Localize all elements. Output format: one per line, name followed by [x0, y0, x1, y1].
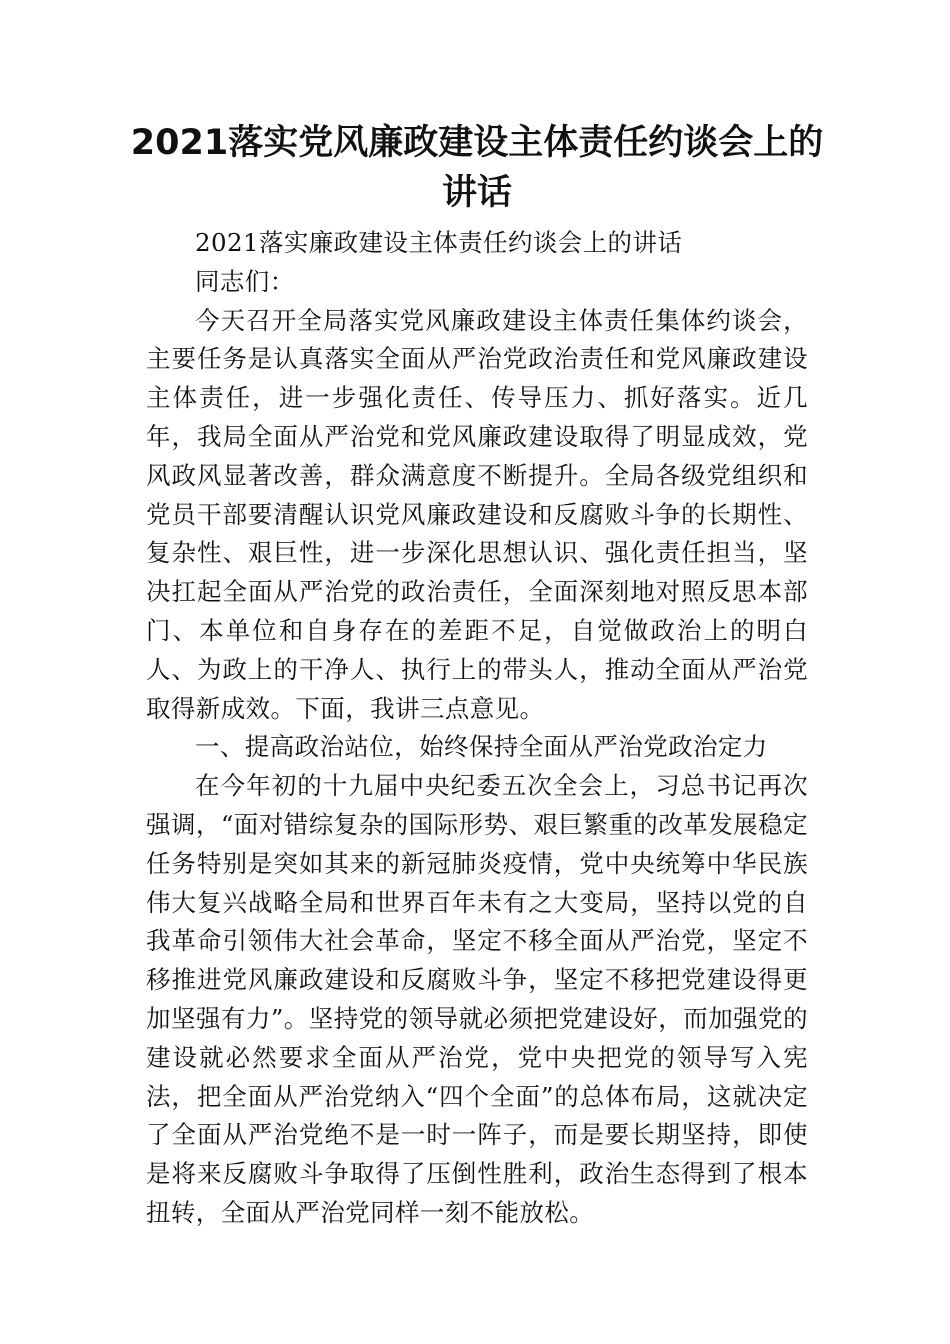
- document-content: [130, 118, 824, 1233]
- document-title: 2021落实党风廉政建设主体责任约谈会上的讲话: [130, 123, 824, 213]
- greeting: 同志们：: [195, 266, 295, 296]
- document-subtitle: 2021落实廉政建设主体责任约谈会上的讲话: [195, 228, 683, 257]
- paragraph-intro: 今天召开全局落实党风廉政建设主体责任集体约谈会，主要任务是认真落实全面从严治党政治责任和党风廉政建设主体责任，进一步强化责任、传导压力、抓好落实。近几年，我局全面从严治党和党风廉政建设取得了明显成效，党风政风显著改善，群众满意度不断提升。全局各级党组织和党员干部要清醒认识党风廉政建设和反腐败斗争的长期性、复杂性、艰巨性，进一步深化思想认识、强化责任担当，坚决扛起全面从严治党的政治责任，全面深刻地对照反思本部门、本单位和自身存在的差距不足，自觉做政治上的明白人、为政上的干净人、执行上的带头人，推动全面从严治党取得新成效。下面，我讲三点意见。: [146, 305, 808, 723]
- paragraph-section-1: 在今年初的十九届中央纪委五次全会上，习总书记再次强调，“面对错综复杂的国际形势、艰巨繁重的改革发展稳定任务特别是突如其来的新冠肺炎疫情，党中央统筹中华民族伟大复兴战略全局和世界百年未有之大变局，坚持以党的自我革命引领伟大社会革命，坚定不移全面从严治党，坚定不移推进党风廉政建设和反腐败斗争，坚定不移把党建设得更加坚强有力”。坚持党的领导就必须把党建设好，而加强党的建设就必然要求全面从严治党，党中央把党的领导写入宪法，把全面从严治党纳入“四个全面”的总体布局，这就决定了全面从严治党绝不是一时一阵子，而是要长期坚持，即使是将来反腐败斗争取得了压倒性胜利，政治生态得到了根本扭转，全面从严治党同样一刻不能放松。: [146, 771, 808, 1227]
- section-heading-1: 一、提高政治站位，始终保持全面从严治党政治定力: [195, 732, 768, 762]
